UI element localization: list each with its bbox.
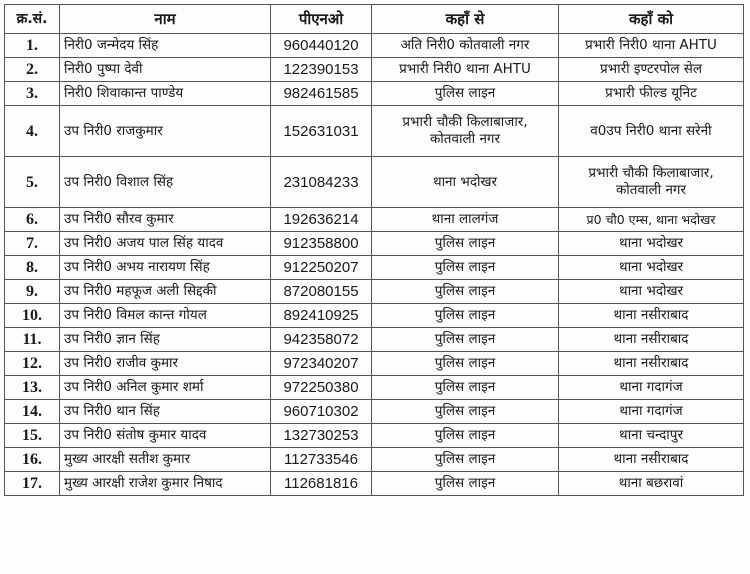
cell-pno: 192636214 — [271, 208, 372, 232]
cell-from-line-1: प्रभारी चौकी किलाबाजार, — [402, 114, 528, 130]
cell-to: थाना गदागंज — [559, 400, 744, 424]
cell-from: पुलिस लाइन — [372, 448, 559, 472]
cell-from: पुलिस लाइन — [372, 82, 559, 106]
cell-to: थाना भदोखर — [559, 280, 744, 304]
cell-pno: 892410925 — [271, 304, 372, 328]
cell-from: पुलिस लाइन — [372, 304, 559, 328]
header-pno: पीएनओ — [271, 5, 372, 34]
table-row — [5, 280, 744, 304]
cell-to: थाना नसीराबाद — [559, 352, 744, 376]
cell-pno: 872080155 — [271, 280, 372, 304]
cell-serial-number: 15. — [5, 424, 60, 448]
table-row — [5, 232, 744, 256]
cell-to: प्र0 चौ0 एम्स, थाना भदोखर — [559, 208, 744, 232]
table-header — [5, 5, 744, 34]
cell-serial-number: 11. — [5, 328, 60, 352]
cell-serial-number: 16. — [5, 448, 60, 472]
cell-name: उप निरी0 अभय नारायण सिंह — [60, 256, 271, 280]
cell-to: प्रभारी फील्ड यूनिट — [559, 82, 744, 106]
cell-serial-number: 12. — [5, 352, 60, 376]
cell-from — [372, 106, 559, 157]
cell-name: उप निरी0 विशाल सिंह — [60, 157, 271, 208]
cell-pno: 960440120 — [271, 34, 372, 58]
cell-from: पुलिस लाइन — [372, 328, 559, 352]
table-row — [5, 376, 744, 400]
cell-to-line-1: प्रभारी चौकी किलाबाजार, — [588, 165, 714, 181]
cell-name: उप निरी0 संतोष कुमार यादव — [60, 424, 271, 448]
cell-pno: 972250380 — [271, 376, 372, 400]
cell-name: उप निरी0 ज्ञान सिंह — [60, 328, 271, 352]
cell-from: पुलिस लाइन — [372, 376, 559, 400]
cell-to: थाना चन्दापुर — [559, 424, 744, 448]
cell-serial-number: 2. — [5, 58, 60, 82]
header-row — [5, 5, 744, 34]
cell-pno: 112681816 — [271, 472, 372, 496]
cell-name: उप निरी0 महफूज अली सिद्दकी — [60, 280, 271, 304]
cell-to: प्रभारी इण्टरपोल सेल — [559, 58, 744, 82]
cell-name: निरी0 जन्मेदय सिंह — [60, 34, 271, 58]
cell-from: पुलिस लाइन — [372, 352, 559, 376]
cell-from: पुलिस लाइन — [372, 280, 559, 304]
cell-to: थाना नसीराबाद — [559, 328, 744, 352]
cell-serial-number: 17. — [5, 472, 60, 496]
cell-from: प्रभारी निरी0 थाना AHTU — [372, 58, 559, 82]
cell-to: थाना भदोखर — [559, 232, 744, 256]
header-serial-number: क्र.सं. — [5, 5, 60, 34]
cell-from: थाना भदोखर — [372, 157, 559, 208]
table-row — [5, 34, 744, 58]
cell-from: पुलिस लाइन — [372, 400, 559, 424]
cell-to: थाना बछरावां — [559, 472, 744, 496]
cell-to: प्रभारी निरी0 थाना AHTU — [559, 34, 744, 58]
cell-name: उप निरी0 विमल कान्त गोयल — [60, 304, 271, 328]
cell-serial-number: 1. — [5, 34, 60, 58]
header-to: कहाँ को — [559, 5, 744, 34]
cell-pno: 231084233 — [271, 157, 372, 208]
cell-serial-number: 6. — [5, 208, 60, 232]
cell-serial-number: 7. — [5, 232, 60, 256]
table-row — [5, 328, 744, 352]
cell-pno: 942358072 — [271, 328, 372, 352]
cell-pno: 982461585 — [271, 82, 372, 106]
cell-pno: 112733546 — [271, 448, 372, 472]
cell-from: पुलिस लाइन — [372, 256, 559, 280]
table-row — [5, 400, 744, 424]
cell-from: पुलिस लाइन — [372, 232, 559, 256]
table-row — [5, 58, 744, 82]
table-row — [5, 208, 744, 232]
cell-from: अति निरी0 कोतवाली नगर — [372, 34, 559, 58]
cell-name: उप निरी0 राजीव कुमार — [60, 352, 271, 376]
table-row — [5, 472, 744, 496]
cell-pno: 122390153 — [271, 58, 372, 82]
cell-serial-number: 10. — [5, 304, 60, 328]
cell-pno: 152631031 — [271, 106, 372, 157]
table-row — [5, 352, 744, 376]
table-row — [5, 304, 744, 328]
cell-from: थाना लालगंज — [372, 208, 559, 232]
cell-name: निरी0 पुष्पा देवी — [60, 58, 271, 82]
cell-name: उप निरी0 सौरव कुमार — [60, 208, 271, 232]
cell-to: व0उप निरी0 थाना सरेनी — [559, 106, 744, 157]
cell-from: पुलिस लाइन — [372, 424, 559, 448]
table-row — [5, 157, 744, 208]
cell-pno: 972340207 — [271, 352, 372, 376]
cell-name: उप निरी0 राजकुमार — [60, 106, 271, 157]
table-row — [5, 448, 744, 472]
transfer-list-table — [4, 4, 744, 496]
cell-name: मुख्य आरक्षी राजेश कुमार निषाद — [60, 472, 271, 496]
cell-serial-number: 3. — [5, 82, 60, 106]
cell-pno: 912250207 — [271, 256, 372, 280]
cell-name: मुख्य आरक्षी सतीश कुमार — [60, 448, 271, 472]
cell-name: उप निरी0 थान सिंह — [60, 400, 271, 424]
table-row — [5, 106, 744, 157]
table-body — [5, 34, 744, 496]
cell-to: थाना गदागंज — [559, 376, 744, 400]
cell-name: उप निरी0 अजय पाल सिंह यादव — [60, 232, 271, 256]
table-row — [5, 256, 744, 280]
cell-to: थाना नसीराबाद — [559, 448, 744, 472]
cell-serial-number: 5. — [5, 157, 60, 208]
table-row — [5, 82, 744, 106]
cell-serial-number: 4. — [5, 106, 60, 157]
cell-from: पुलिस लाइन — [372, 472, 559, 496]
cell-to — [559, 157, 744, 208]
cell-pno: 132730253 — [271, 424, 372, 448]
cell-serial-number: 8. — [5, 256, 60, 280]
cell-name: निरी0 शिवाकान्त पाण्डेय — [60, 82, 271, 106]
table-row — [5, 424, 744, 448]
header-from: कहाँ से — [372, 5, 559, 34]
cell-serial-number: 9. — [5, 280, 60, 304]
header-name: नाम — [60, 5, 271, 34]
cell-serial-number: 13. — [5, 376, 60, 400]
cell-to-line-2: कोतवाली नगर — [615, 182, 687, 198]
cell-to: थाना भदोखर — [559, 256, 744, 280]
cell-from-line-2: कोतवाली नगर — [429, 131, 501, 147]
cell-serial-number: 14. — [5, 400, 60, 424]
cell-to: थाना नसीराबाद — [559, 304, 744, 328]
cell-pno: 960710302 — [271, 400, 372, 424]
cell-name: उप निरी0 अनिल कुमार शर्मा — [60, 376, 271, 400]
cell-pno: 912358800 — [271, 232, 372, 256]
